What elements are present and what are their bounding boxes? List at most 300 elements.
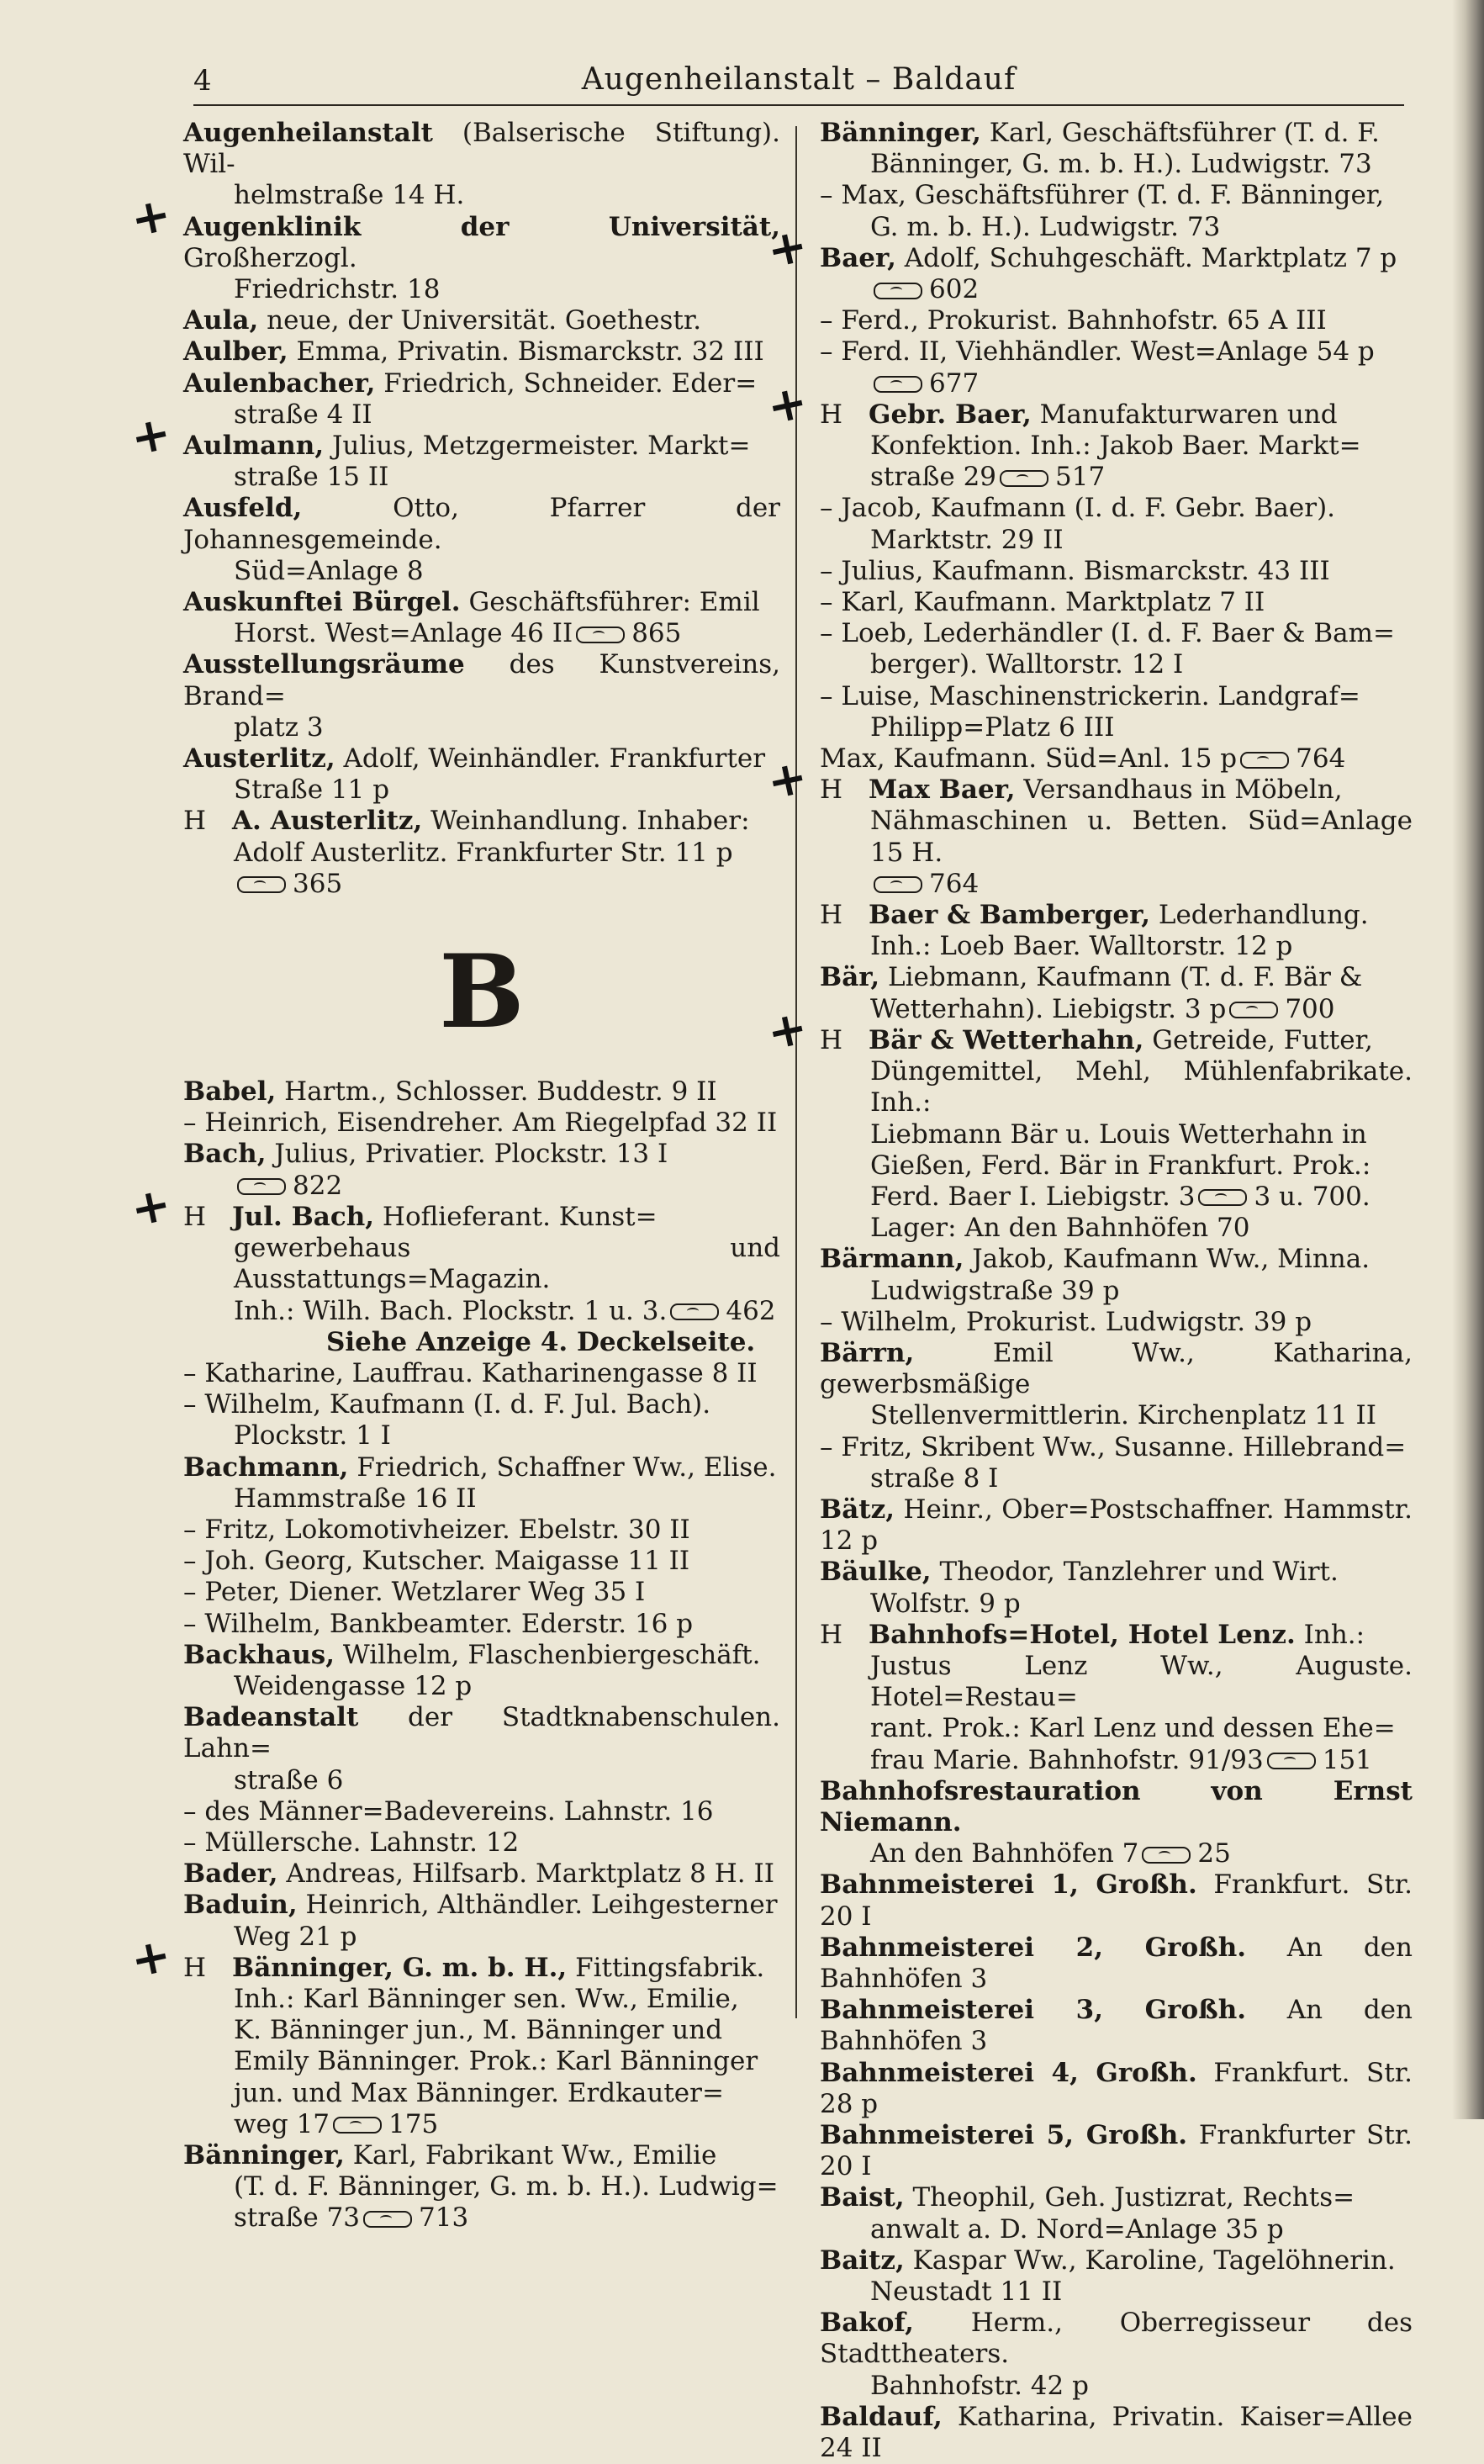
entry-name: Bahnhofsrestauration von Ernst Niemann. bbox=[820, 1775, 1413, 1837]
directory-entry bbox=[183, 1076, 780, 1108]
entry-text: – Jacob, Kaufmann (I. d. F. Gebr. Baer). bbox=[820, 493, 1336, 524]
entry-text: Düngemittel, Mehl, Mühlenfabrikate. Inh.: bbox=[870, 1056, 1413, 1118]
entry-text: Versandhaus in Möbeln, bbox=[1015, 775, 1343, 806]
directory-entry bbox=[183, 305, 780, 336]
telephone-icon bbox=[1000, 470, 1048, 487]
entry-line bbox=[820, 1244, 1413, 1275]
entry-line bbox=[820, 1838, 1413, 1869]
entry-line bbox=[820, 2276, 1413, 2308]
directory-entry bbox=[183, 1796, 780, 1827]
directory-entry bbox=[183, 1515, 780, 1546]
directory-entry bbox=[820, 618, 1413, 680]
entry-text: – Max, Geschäftsführer (T. d. F. Bänninger, bbox=[820, 180, 1385, 211]
entry-text: Philipp=Platz 6 III bbox=[870, 711, 1115, 743]
entry-line bbox=[820, 431, 1413, 462]
telephone-icon bbox=[333, 2117, 382, 2134]
telephone-number: 3 u. 700. bbox=[1254, 1181, 1370, 1212]
pencil-cross-mark: + bbox=[125, 404, 177, 468]
directory-entry bbox=[820, 305, 1413, 336]
entry-name: Bätz, bbox=[820, 1494, 895, 1525]
entry-line bbox=[820, 1995, 1413, 2057]
directory-entry bbox=[183, 1546, 780, 1577]
entry-text: Süd=Anlage 8 bbox=[234, 555, 424, 586]
directory-entry bbox=[820, 2182, 1413, 2245]
entry-name: Babel, bbox=[183, 1076, 277, 1108]
directory-entry bbox=[820, 2402, 1413, 2464]
entry-text: Otto, Pfarrer der Johannesgemeinde. bbox=[183, 493, 780, 555]
firm-marker: H bbox=[183, 1201, 207, 1232]
directory-entry bbox=[183, 806, 780, 900]
telephone-icon bbox=[874, 283, 922, 299]
entry-name: Bär, bbox=[820, 962, 880, 993]
entry-text: jun. und Max Bänninger. Erdkauter= bbox=[234, 2077, 724, 2108]
running-title: Augenheilanstalt – Baldauf bbox=[581, 62, 1017, 97]
directory-entry bbox=[820, 1869, 1413, 1932]
directory-entry bbox=[820, 587, 1413, 618]
entry-text: Neustadt 11 II bbox=[870, 2276, 1063, 2308]
entry-line bbox=[183, 1796, 780, 1827]
entry-text: Emily Bänninger. Prok.: Karl Bänninger bbox=[234, 2046, 758, 2077]
entry-text: – Julius, Kaufmann. Bismarckstr. 43 III bbox=[820, 555, 1330, 586]
directory-entry bbox=[820, 743, 1413, 775]
directory-entry bbox=[183, 2140, 780, 2234]
entry-line bbox=[183, 743, 780, 775]
entry-text: Julius, Metzgermeister. Markt= bbox=[324, 431, 751, 462]
directory-entry bbox=[820, 118, 1413, 180]
entry-line bbox=[183, 1609, 780, 1640]
entry-text: Stellenvermittlerin. Kirchenplatz 11 II bbox=[870, 1400, 1376, 1431]
entry-line bbox=[820, 336, 1413, 367]
entry-name: Aulmann, bbox=[183, 431, 325, 462]
entry-line bbox=[820, 1651, 1413, 1713]
entry-text: neue, der Universität. Goethestr. bbox=[258, 305, 702, 336]
left-column bbox=[125, 118, 780, 2234]
entry-text: des Kunstvereins, Brand= bbox=[183, 649, 780, 711]
entry-line bbox=[183, 587, 780, 618]
entry-line bbox=[183, 1984, 780, 2015]
entry-line bbox=[183, 305, 780, 336]
entry-line bbox=[183, 336, 780, 367]
entry-line bbox=[820, 462, 1413, 493]
pencil-cross-mark: + bbox=[762, 373, 813, 436]
telephone-number: 151 bbox=[1322, 1744, 1372, 1775]
entry-line bbox=[183, 1765, 780, 1796]
entry-line bbox=[820, 1776, 1413, 1838]
entry-line bbox=[183, 2046, 780, 2077]
entry-line bbox=[183, 2109, 780, 2140]
entry-text: Inh.: Karl Bänninger sen. Ww., Emilie, bbox=[234, 1983, 739, 2014]
entry-line bbox=[820, 1869, 1413, 1932]
entry-text: weg 17 bbox=[234, 2108, 330, 2139]
entry-text: der Stadtknabenschulen. Lahn= bbox=[183, 1702, 780, 1764]
entry-line bbox=[820, 1056, 1413, 1118]
entry-line bbox=[820, 2182, 1413, 2213]
entry-text: Emma, Privatin. Bismarckstr. 32 III bbox=[288, 336, 764, 367]
entry-line bbox=[183, 1859, 780, 1890]
directory-entry bbox=[183, 587, 780, 649]
entry-name: Bahnmeisterei 2, Großh. bbox=[820, 1932, 1247, 1963]
entry-line bbox=[183, 212, 780, 274]
entry-line bbox=[183, 1358, 780, 1389]
entry-name: Bärmann, bbox=[820, 1244, 964, 1275]
firm-marker: H bbox=[820, 900, 843, 931]
entry-text: rant. Prok.: Karl Lenz und dessen Ehe= bbox=[870, 1713, 1396, 1744]
entry-text: Julius, Privatier. Plockstr. 13 I bbox=[266, 1139, 668, 1170]
firm-marker: H bbox=[183, 1952, 207, 1983]
entry-line bbox=[183, 1076, 780, 1108]
entry-text: Frankfurt. Str. 28 p bbox=[820, 2057, 1413, 2119]
telephone-icon bbox=[363, 2211, 412, 2228]
entry-line bbox=[820, 2402, 1413, 2464]
entry-line bbox=[183, 368, 780, 399]
telephone-icon bbox=[1142, 1847, 1191, 1864]
entry-line bbox=[820, 1463, 1413, 1494]
entry-line bbox=[820, 2058, 1413, 2120]
entry-line bbox=[820, 243, 1413, 274]
entry-line bbox=[183, 1702, 780, 1764]
entry-line bbox=[183, 775, 780, 806]
entry-line bbox=[183, 180, 780, 211]
telephone-number: 677 bbox=[929, 367, 980, 399]
entry-name: Augenklinik der Universität, bbox=[183, 211, 780, 242]
directory-entry bbox=[183, 1358, 780, 1389]
entry-text: Adolf, Weinhändler. Frankfurter bbox=[335, 743, 766, 775]
telephone-icon bbox=[874, 376, 922, 393]
entry-name: Aulber, bbox=[183, 336, 288, 367]
entry-text: G. m. b. H.). Ludwigstr. 73 bbox=[870, 211, 1221, 242]
directory-entry bbox=[183, 336, 780, 367]
directory-entry bbox=[183, 118, 780, 212]
directory-entry bbox=[820, 1776, 1413, 1870]
entry-line bbox=[820, 1745, 1413, 1776]
page-header bbox=[193, 61, 1404, 106]
entry-line bbox=[820, 1276, 1413, 1307]
entry-line bbox=[183, 1890, 780, 1921]
entry-line bbox=[183, 838, 780, 869]
entry-line bbox=[820, 681, 1413, 712]
entry-text: Manufakturwaren und bbox=[1031, 399, 1338, 430]
entry-name: Baldauf, bbox=[820, 2401, 943, 2432]
entry-name: Augenheilanstalt bbox=[183, 118, 433, 148]
entry-line bbox=[820, 1432, 1413, 1463]
telephone-number: 700 bbox=[1285, 993, 1335, 1024]
directory-entry bbox=[183, 368, 780, 431]
telephone-icon bbox=[1267, 1753, 1316, 1769]
firm-marker: H bbox=[820, 1024, 843, 1055]
entry-line bbox=[820, 1025, 1413, 1056]
telephone-number: 865 bbox=[631, 618, 682, 649]
directory-entry bbox=[820, 1432, 1413, 1494]
section-letter: B bbox=[439, 933, 525, 1052]
entry-name: Bahnhofs=Hotel, Hotel Lenz. bbox=[869, 1619, 1296, 1650]
entry-line bbox=[183, 2140, 780, 2171]
entry-name: Auskunftei Bürgel. bbox=[183, 587, 461, 618]
directory-entry bbox=[820, 1933, 1413, 1995]
directory-entry bbox=[820, 493, 1413, 555]
entry-text: Liebmann Bär u. Louis Wetterhahn in bbox=[870, 1118, 1367, 1150]
entry-line bbox=[820, 149, 1413, 180]
page-edge-shadow bbox=[1452, 0, 1484, 2119]
entry-text: An den Bahnhöfen 7 bbox=[870, 1838, 1139, 1869]
entry-name: Backhaus, bbox=[183, 1639, 335, 1670]
entry-name: Gebr. Baer, bbox=[869, 399, 1032, 430]
entry-text: Hoflieferant. Kunst= bbox=[374, 1201, 658, 1232]
entry-name: Bär & Wetterhahn, bbox=[869, 1024, 1144, 1055]
entry-line bbox=[820, 274, 1413, 305]
entry-text: Wolfstr. 9 p bbox=[870, 1588, 1021, 1619]
entry-line bbox=[183, 1108, 780, 1139]
entry-line bbox=[183, 1389, 780, 1420]
entry-line bbox=[820, 180, 1413, 211]
telephone-number: 713 bbox=[419, 2202, 469, 2234]
entry-name: Bachmann, bbox=[183, 1451, 349, 1483]
entry-line bbox=[820, 900, 1413, 931]
entry-line bbox=[820, 931, 1413, 962]
entry-name: Jul. Bach, bbox=[232, 1201, 375, 1232]
entry-line bbox=[183, 556, 780, 587]
entry-name: Bahnmeisterei 5, Großh. bbox=[820, 2120, 1188, 2150]
entry-text: Hammstraße 16 II bbox=[234, 1483, 477, 1514]
entry-text: – Wilhelm, Bankbeamter. Ederstr. 16 p bbox=[183, 1608, 694, 1639]
entry-text: Frankfurter Str. 20 I bbox=[820, 2120, 1413, 2182]
entry-line bbox=[820, 994, 1413, 1025]
entry-text: Lager: An den Bahnhöfen 70 bbox=[870, 1213, 1250, 1244]
entry-text: Geschäftsführer: Emil bbox=[460, 587, 760, 618]
directory-entry bbox=[820, 2308, 1413, 2402]
entry-text: – Loeb, Lederhändler (I. d. F. Baer & Bam= bbox=[820, 618, 1395, 649]
entry-line bbox=[820, 2120, 1413, 2182]
entry-text: Weidengasse 12 p bbox=[234, 1670, 473, 1701]
entry-text: straße 4 II bbox=[234, 399, 372, 430]
entry-line bbox=[183, 1671, 780, 1702]
entry-text: Justus Lenz Ww., Auguste. Hotel=Restau= bbox=[870, 1650, 1413, 1713]
directory-entry bbox=[820, 900, 1413, 962]
telephone-number: 602 bbox=[929, 274, 980, 305]
entry-text: Frankfurt. Str. 20 I bbox=[820, 1869, 1413, 1932]
entry-line bbox=[183, 431, 780, 462]
entry-text: Ludwigstraße 39 p bbox=[870, 1275, 1120, 1306]
entry-line bbox=[820, 1150, 1413, 1182]
entry-text: Adolf Austerlitz. Frankfurter Str. 11 p bbox=[234, 837, 733, 868]
entry-text: Plockstr. 1 I bbox=[234, 1420, 391, 1451]
entry-line bbox=[820, 2308, 1413, 2370]
entry-name: A. Austerlitz, bbox=[232, 806, 423, 837]
entry-text: Friedrich, Schneider. Eder= bbox=[375, 367, 758, 399]
entry-text: Wilhelm, Flaschenbiergeschäft. bbox=[335, 1639, 761, 1670]
entry-line bbox=[820, 649, 1413, 680]
directory-entry bbox=[820, 962, 1413, 1024]
entry-line bbox=[820, 743, 1413, 775]
entry-text: straße 6 bbox=[234, 1764, 344, 1795]
entry-line bbox=[820, 1119, 1413, 1150]
entry-line bbox=[820, 2245, 1413, 2276]
pencil-cross-mark: + bbox=[762, 216, 813, 279]
entry-text: straße 73 bbox=[234, 2202, 361, 2234]
page-number: 4 bbox=[193, 64, 212, 98]
directory-entry bbox=[820, 2058, 1413, 2120]
entry-text: – Fritz, Skribent Ww., Susanne. Hillebrand= bbox=[820, 1431, 1407, 1462]
entry-name: Bahnmeisterei 1, Großh. bbox=[820, 1869, 1197, 1901]
entry-name: Bänninger, bbox=[820, 118, 981, 148]
entry-text: Liebmann, Kaufmann (T. d. F. Bär & bbox=[879, 962, 1363, 993]
directory-entry bbox=[183, 1389, 780, 1451]
entry-text: Bänninger, G. m. b. H.). Ludwigstr. 73 bbox=[870, 149, 1372, 180]
entry-line bbox=[820, 806, 1413, 868]
entry-line bbox=[183, 1483, 780, 1515]
entry-line bbox=[183, 806, 780, 837]
entry-name: Austerlitz, bbox=[183, 743, 335, 775]
entry-text: Großherzogl. bbox=[183, 242, 357, 273]
entry-line bbox=[820, 118, 1413, 149]
entry-line bbox=[183, 2078, 780, 2109]
entry-line bbox=[183, 712, 780, 743]
telephone-icon bbox=[670, 1303, 719, 1320]
entry-text: Weinhandlung. Inhaber: bbox=[422, 806, 750, 837]
firm-marker: H bbox=[820, 1619, 843, 1650]
entry-name: Baer & Bamberger, bbox=[869, 900, 1151, 931]
entry-text: straße 8 I bbox=[870, 1462, 999, 1494]
entry-line bbox=[820, 1557, 1413, 1588]
entry-line bbox=[183, 1827, 780, 1859]
directory-entry bbox=[183, 493, 780, 587]
entry-text: straße 29 bbox=[870, 462, 997, 493]
entry-text: Katharina, Privatin. Kaiser=Allee 24 II bbox=[820, 2401, 1413, 2464]
entry-line bbox=[820, 2371, 1413, 2402]
directory-entry bbox=[183, 1890, 780, 1952]
entry-line bbox=[183, 118, 780, 180]
telephone-number: 462 bbox=[726, 1295, 776, 1326]
entry-line bbox=[820, 212, 1413, 243]
telephone-icon bbox=[237, 876, 286, 893]
telephone-icon bbox=[1240, 752, 1289, 769]
entry-text: Karl, Geschäftsführer (T. d. F. bbox=[980, 118, 1380, 148]
entry-line bbox=[183, 1327, 780, 1358]
entry-name: Ausstellungsräume bbox=[183, 649, 465, 680]
pencil-cross-mark: + bbox=[762, 998, 813, 1062]
directory-entry bbox=[820, 1338, 1413, 1432]
entry-text: frau Marie. Bahnhofstr. 91/93 bbox=[870, 1744, 1264, 1775]
directory-entry bbox=[183, 1577, 780, 1608]
entry-line bbox=[183, 869, 780, 900]
entry-text: Marktstr. 29 II bbox=[870, 524, 1064, 555]
entry-line bbox=[820, 1494, 1413, 1557]
entry-line bbox=[183, 1296, 780, 1327]
entry-name: Baer, bbox=[820, 242, 896, 273]
entry-line bbox=[820, 1307, 1413, 1338]
entry-text: Theophil, Geh. Justizrat, Rechts= bbox=[904, 2182, 1355, 2213]
entry-text: – Karl, Kaufmann. Marktplatz 7 II bbox=[820, 587, 1265, 618]
entry-text: – Peter, Diener. Wetzlarer Weg 35 I bbox=[183, 1577, 646, 1608]
entry-text: – Wilhelm, Kaufmann (I. d. F. Jul. Bach). bbox=[183, 1389, 711, 1420]
entry-line bbox=[183, 1139, 780, 1170]
telephone-icon bbox=[874, 876, 922, 893]
entry-name: Bader, bbox=[183, 1859, 278, 1890]
entry-name: Baist, bbox=[820, 2182, 905, 2213]
entry-text: Fittingsfabrik. bbox=[567, 1952, 765, 1983]
telephone-number: 764 bbox=[929, 868, 980, 899]
directory-entry bbox=[820, 1995, 1413, 2057]
entry-line bbox=[820, 712, 1413, 743]
entry-text: Inh.: Loeb Baer. Walltorstr. 12 p bbox=[870, 931, 1293, 962]
entry-name: Bach, bbox=[183, 1139, 267, 1170]
directory-entry bbox=[820, 2120, 1413, 2182]
entry-text: – Fritz, Lokomotivheizer. Ebelstr. 30 II bbox=[183, 1514, 690, 1545]
entry-text: Inh.: bbox=[1295, 1619, 1365, 1650]
directory-entry bbox=[820, 1307, 1413, 1338]
pencil-cross-mark: + bbox=[762, 748, 813, 812]
entry-text: Adolf, Schuhgeschäft. Marktplatz 7 p bbox=[895, 242, 1397, 273]
directory-entry bbox=[183, 1139, 780, 1201]
entry-text: Heinrich, Althändler. Leihgesterner bbox=[297, 1890, 778, 1921]
entry-line bbox=[820, 869, 1413, 900]
directory-entry bbox=[820, 681, 1413, 743]
entry-text: anwalt a. D. Nord=Anlage 35 p bbox=[870, 2213, 1284, 2245]
entry-text: An den Bahnhöfen 3 bbox=[820, 1932, 1413, 1994]
entry-line bbox=[820, 2214, 1413, 2245]
telephone-icon bbox=[576, 627, 625, 643]
entry-line bbox=[820, 962, 1413, 993]
telephone-number: 25 bbox=[1197, 1838, 1231, 1869]
entry-name: Bahnmeisterei 3, Großh. bbox=[820, 1995, 1247, 2026]
entry-text: Ferd. Baer I. Liebigstr. 3 bbox=[870, 1181, 1196, 1212]
entry-line bbox=[820, 1213, 1413, 1244]
entry-line bbox=[183, 2171, 780, 2202]
entry-name: Bärrn, bbox=[820, 1337, 915, 1368]
entry-text: – Joh. Georg, Kutscher. Maigasse 11 II bbox=[183, 1546, 690, 1577]
directory-entry bbox=[183, 1452, 780, 1515]
entry-line bbox=[183, 493, 780, 555]
entry-text: – Heinrich, Eisendreher. Am Riegelpfad 32 II bbox=[183, 1108, 778, 1139]
entry-line bbox=[183, 1515, 780, 1546]
directory-entry bbox=[820, 180, 1413, 242]
entry-line bbox=[183, 1452, 780, 1483]
entry-line bbox=[820, 305, 1413, 336]
directory-entry bbox=[820, 556, 1413, 587]
telephone-icon bbox=[1198, 1189, 1247, 1206]
telephone-number: 764 bbox=[1296, 743, 1346, 775]
entry-text: Friedrich, Schaffner Ww., Elise. bbox=[348, 1451, 777, 1483]
entry-line bbox=[820, 1338, 1413, 1400]
directory-entry bbox=[183, 1859, 780, 1890]
entry-text: – Ferd., Prokurist. Bahnhofstr. 65 A III bbox=[820, 305, 1327, 336]
entry-line bbox=[183, 649, 780, 711]
entry-text: Nähmaschinen u. Betten. Süd=Anlage 15 H. bbox=[870, 806, 1413, 868]
directory-entry bbox=[820, 1244, 1413, 1306]
entry-text: helmstraße 14 H. bbox=[234, 180, 465, 211]
entry-text: Wetterhahn). Liebigstr. 3 p bbox=[870, 993, 1227, 1024]
entry-line bbox=[820, 368, 1413, 399]
telephone-icon bbox=[1229, 1002, 1278, 1018]
entry-text: Jakob, Kaufmann Ww., Minna. bbox=[964, 1244, 1370, 1275]
entry-line bbox=[183, 1953, 780, 1984]
entry-text: berger). Walltorstr. 12 I bbox=[870, 649, 1184, 680]
directory-entry bbox=[183, 1702, 780, 1796]
entry-line bbox=[820, 493, 1413, 524]
entry-line bbox=[820, 775, 1413, 806]
right-column bbox=[762, 118, 1413, 2464]
entry-line bbox=[820, 587, 1413, 618]
directory-entry bbox=[820, 1620, 1413, 1776]
entry-line bbox=[183, 1420, 780, 1451]
entry-text: Theodor, Tanzlehrer und Wirt. bbox=[931, 1557, 1339, 1588]
directory-entry bbox=[183, 1827, 780, 1859]
directory-entry bbox=[183, 649, 780, 743]
entry-line bbox=[183, 618, 780, 649]
entry-line bbox=[183, 1577, 780, 1608]
pencil-cross-mark: + bbox=[125, 1926, 177, 1989]
entry-text: gewerbehaus und Ausstattungs=Magazin. bbox=[234, 1233, 780, 1295]
entry-name: Ausfeld, bbox=[183, 493, 303, 524]
